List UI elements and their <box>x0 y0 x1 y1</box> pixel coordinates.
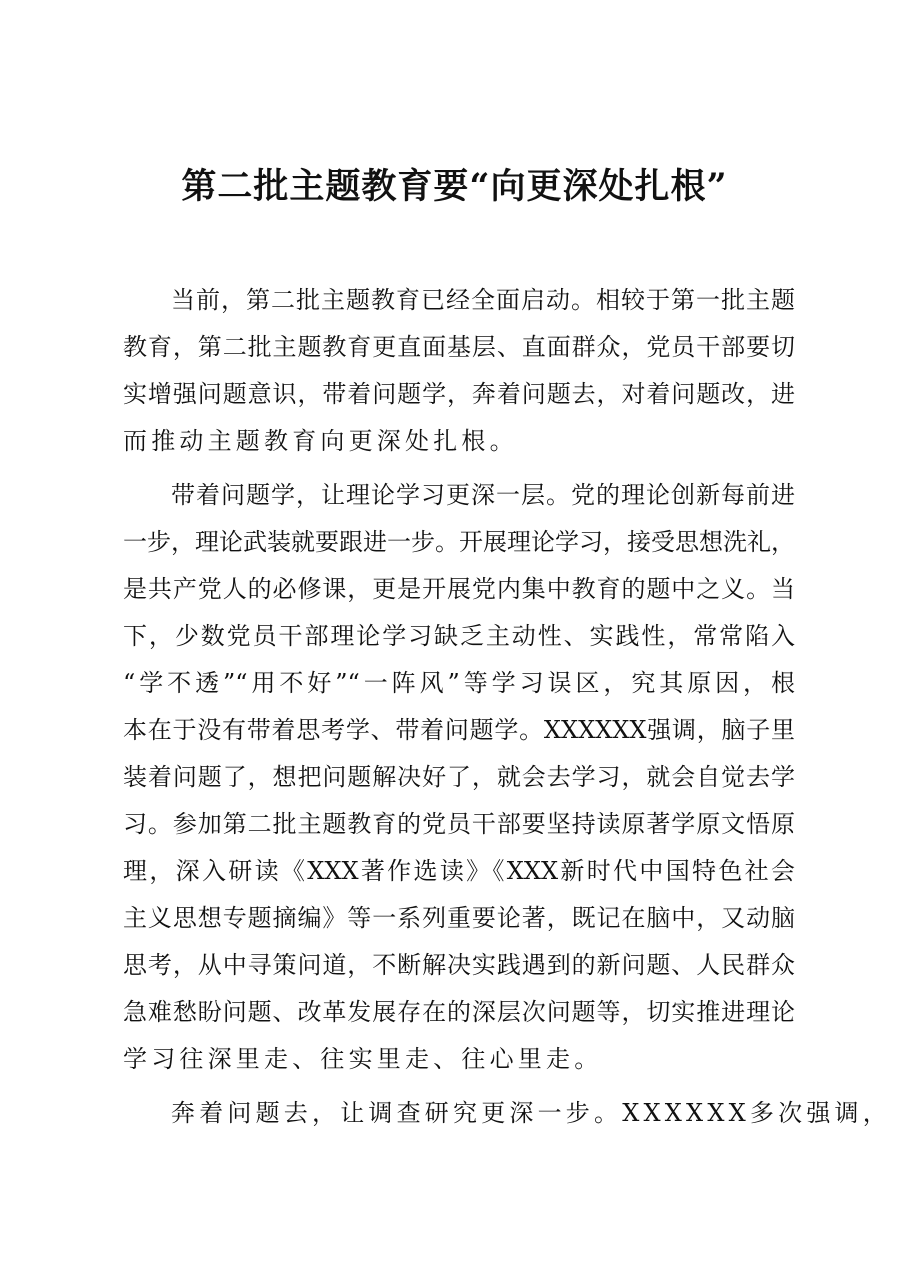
paragraph-2-line-7: 装着问题了，想把问题解决好了，就会去学习，就会自觉去学 <box>123 763 795 791</box>
paragraph-2-line-1: 带着问题学，让理论学习更深一层。党的理论创新每前进 <box>171 481 795 509</box>
paragraph-2-line-8: 习。参加第二批主题教育的党员干部要坚持读原著学原文悟原 <box>123 810 795 838</box>
paragraph-2-line-11: 思考，从中寻策问道，不断解决实践遇到的新问题、人民群众 <box>123 951 795 979</box>
paragraph-2-line-3: 是共产党人的必修课，更是开展党内集中教育的题中之义。当 <box>123 575 795 603</box>
paragraph-2-line-2: 一步，理论武装就要跟进一步。开展理论学习，接受思想洗礼， <box>123 528 795 556</box>
paragraph-1-line-4: 而推动主题教育向更深处扎根。 <box>123 427 518 455</box>
paragraph-1-line-2: 教育，第二批主题教育更直面基层、直面群众，党员干部要切 <box>123 333 795 361</box>
paragraph-2-line-10: 主义思想专题摘编》等一系列重要论著，既记在脑中，又动脑 <box>123 904 795 932</box>
paragraph-2-line-4: 下，少数党员干部理论学习缺乏主动性、实践性，常常陷入 <box>123 622 795 650</box>
paragraph-2-line-5: “学不透”“用不好”“一阵风”等学习误区，究其原因，根 <box>123 669 795 697</box>
paragraph-3-line-1: 奔着问题去，让调查研究更深一步。XXXXXX多次强调， <box>171 1099 891 1127</box>
paragraph-1-line-3: 实增强问题意识，带着问题学，奔着问题去，对着问题改，进 <box>123 380 795 408</box>
paragraph-2-line-13: 学习往深里走、往实里走、往心里走。 <box>123 1045 603 1073</box>
paragraph-1-line-1: 当前，第二批主题教育已经全面启动。相较于第一批主题 <box>171 286 795 314</box>
paragraph-2-line-12: 急难愁盼问题、改革发展存在的深层次问题等，切实推进理论 <box>123 998 795 1026</box>
paragraph-2-line-9: 理，深入研读《XXX著作选读》《XXX新时代中国特色社会 <box>123 857 795 885</box>
paragraph-2-line-6: 本在于没有带着思考学、带着问题学。XXXXXX强调，脑子里 <box>123 716 795 744</box>
document-title: 第二批主题教育要“向更深处扎根” <box>181 166 728 207</box>
